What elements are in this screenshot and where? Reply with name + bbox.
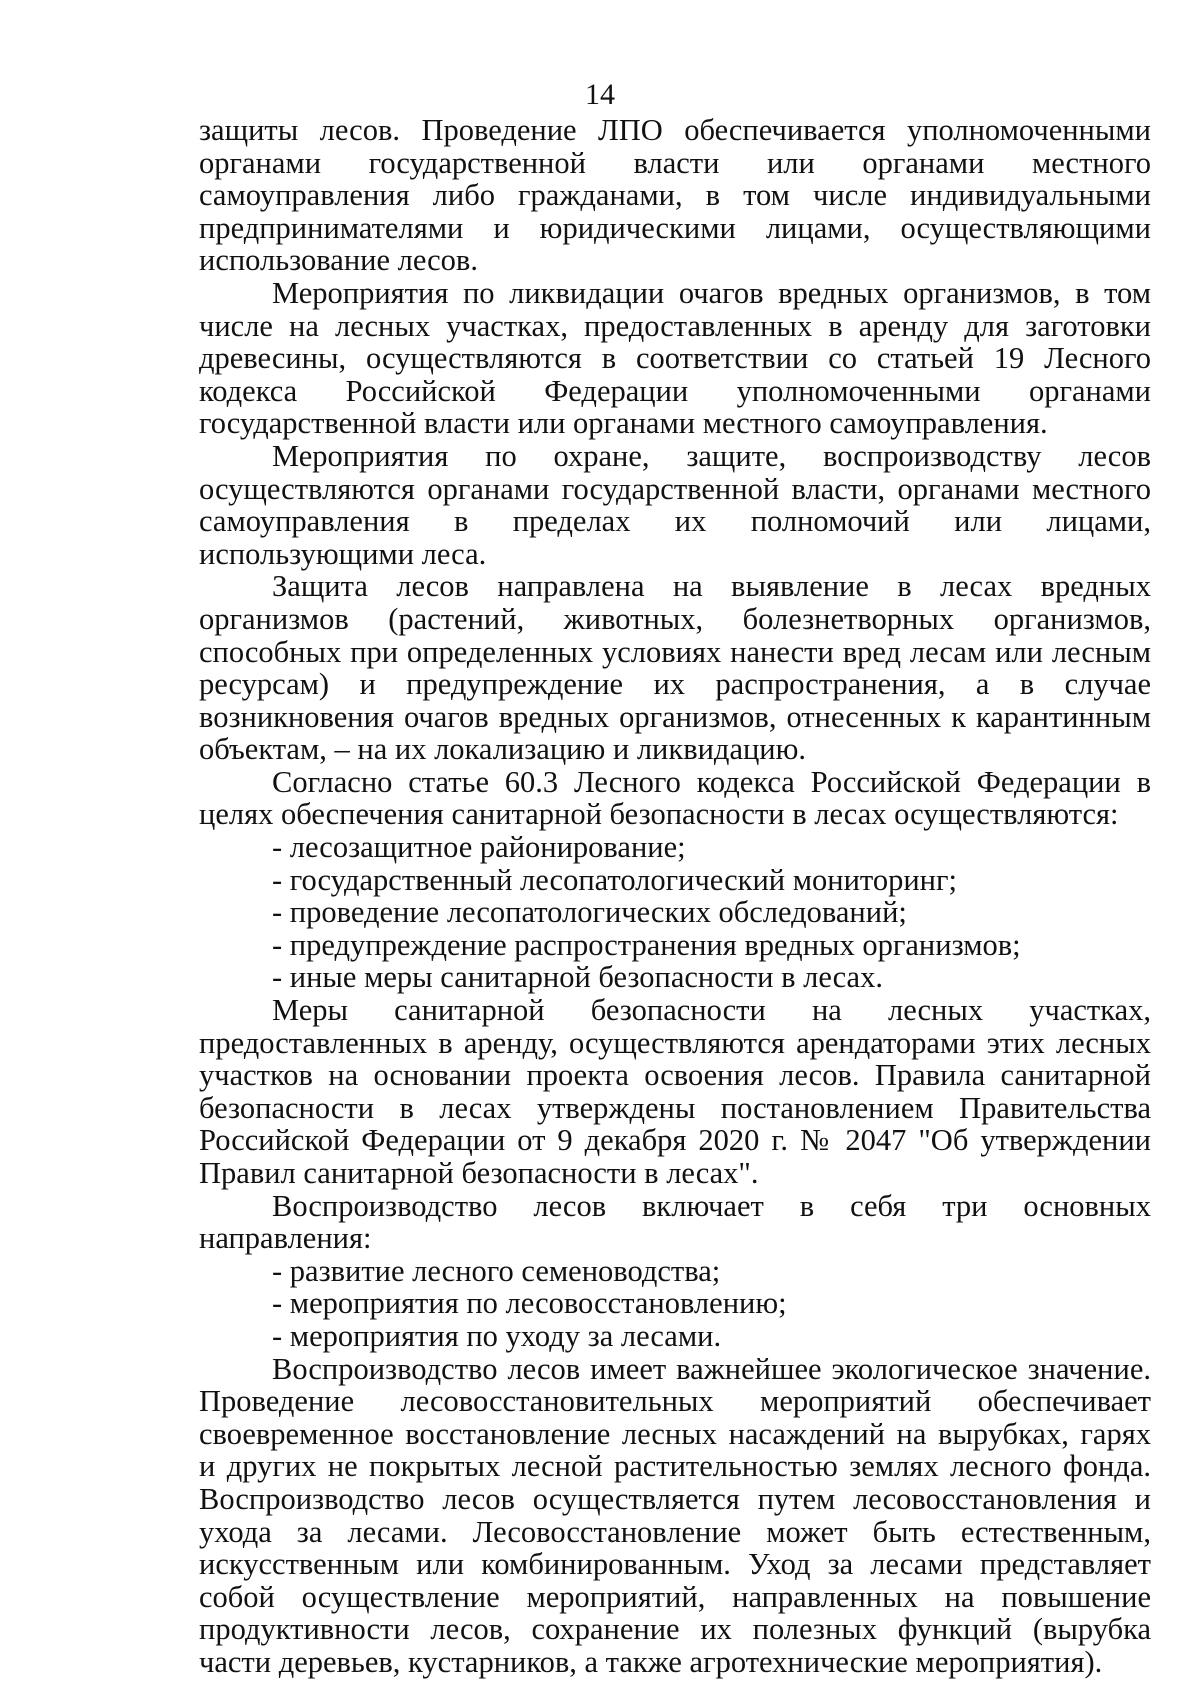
list-item: - иные меры санитарной безопасности в лесах. — [272, 960, 883, 995]
paragraph-6: Меры санитарной безопасности на лесных участках, предоставленных в аренду, осуществляются арендаторами этих лесных участков на основании проекта освоения лесов. Правила санитарной безопасности в лесах утверждены постановлением Правительства Российской Федерации от 9 декабря 2020 г. № 2047 "Об утверждении Правил санитарной безопасности в лесах". — [199, 993, 1151, 1190]
list-item: - предупреждение распространения вредных организмов; — [272, 927, 1021, 962]
list-item: - государственный лесопатологический мониторинг; — [272, 862, 957, 897]
document-body — [199, 114, 1151, 1679]
paragraph-2: Мероприятия по ликвидации очагов вредных организмов, в том числе на лесных участках, предоставленных в аренду для заготовки древесины, осуществляются в соответствии со статьей 19 Лесного кодекса Российской Федерации уполномоченными органами государственной власти или органами местного самоуправления. — [199, 275, 1151, 441]
list-item: - лесозащитное районирование; — [272, 830, 686, 865]
list-item: - развитие лесного семеноводства; — [272, 1253, 721, 1288]
list-item: - мероприятия по уходу за лесами. — [272, 1318, 722, 1353]
list-item: - мероприятия по лесовосстановлению; — [272, 1286, 787, 1321]
paragraph-1: защиты лесов. Проведение ЛПО обеспечивается уполномоченными органами государственной власти или органами местного самоуправления либо гражданами, в том числе индивидуальными предпринимателями и юридическими лицами, осуществляющими использование лесов. — [199, 113, 1151, 278]
paragraph-5: Согласно статье 60.3 Лесного кодекса Российской Федерации в целях обеспечения санитарной безопасности в лесах осуществляются: — [199, 764, 1151, 832]
paragraph-3: Мероприятия по охране, защите, воспроизводству лесов осуществляются органами государственной власти, органами местного самоуправления в пределах их полномочий или лицами, использующими леса. — [199, 438, 1151, 571]
paragraph-7: Воспроизводство лесов включает в себя три основных направления: — [199, 1188, 1151, 1256]
paragraph-8: Воспроизводство лесов имеет важнейшее экологическое значение. Проведение лесовосстановительных мероприятий обеспечивает своевременное восстановление лесных насаждений на вырубках, гарях и других не покрытых лесной растительностью землях лесного фонда. Воспроизводство лесов осуществляется путем лесовосстановления и ухода за лесами. Лесовосстановление может быть естественным, искусственным или комбинированным. Уход за лесами представляет собой осуществление мероприятий, направленных на повышение продуктивности лесов, сохранение их полезных функций (вырубка части деревьев, кустарников, а также агротехнические мероприятия). — [199, 1351, 1151, 1679]
paragraph-4: Защита лесов направлена на выявление в лесах вредных организмов (растений, животных, болезнетворных организмов, способных при определенных условиях нанести вред лесам или лесным ресурсам) и предупреждение их распространения, а в случае возникновения очагов вредных организмов, отнесенных к карантинным объектам, – на их локализацию и ликвидацию. — [199, 569, 1151, 767]
page-number: 14 — [585, 78, 615, 111]
list-item: - проведение лесопатологических обследований; — [272, 895, 907, 930]
